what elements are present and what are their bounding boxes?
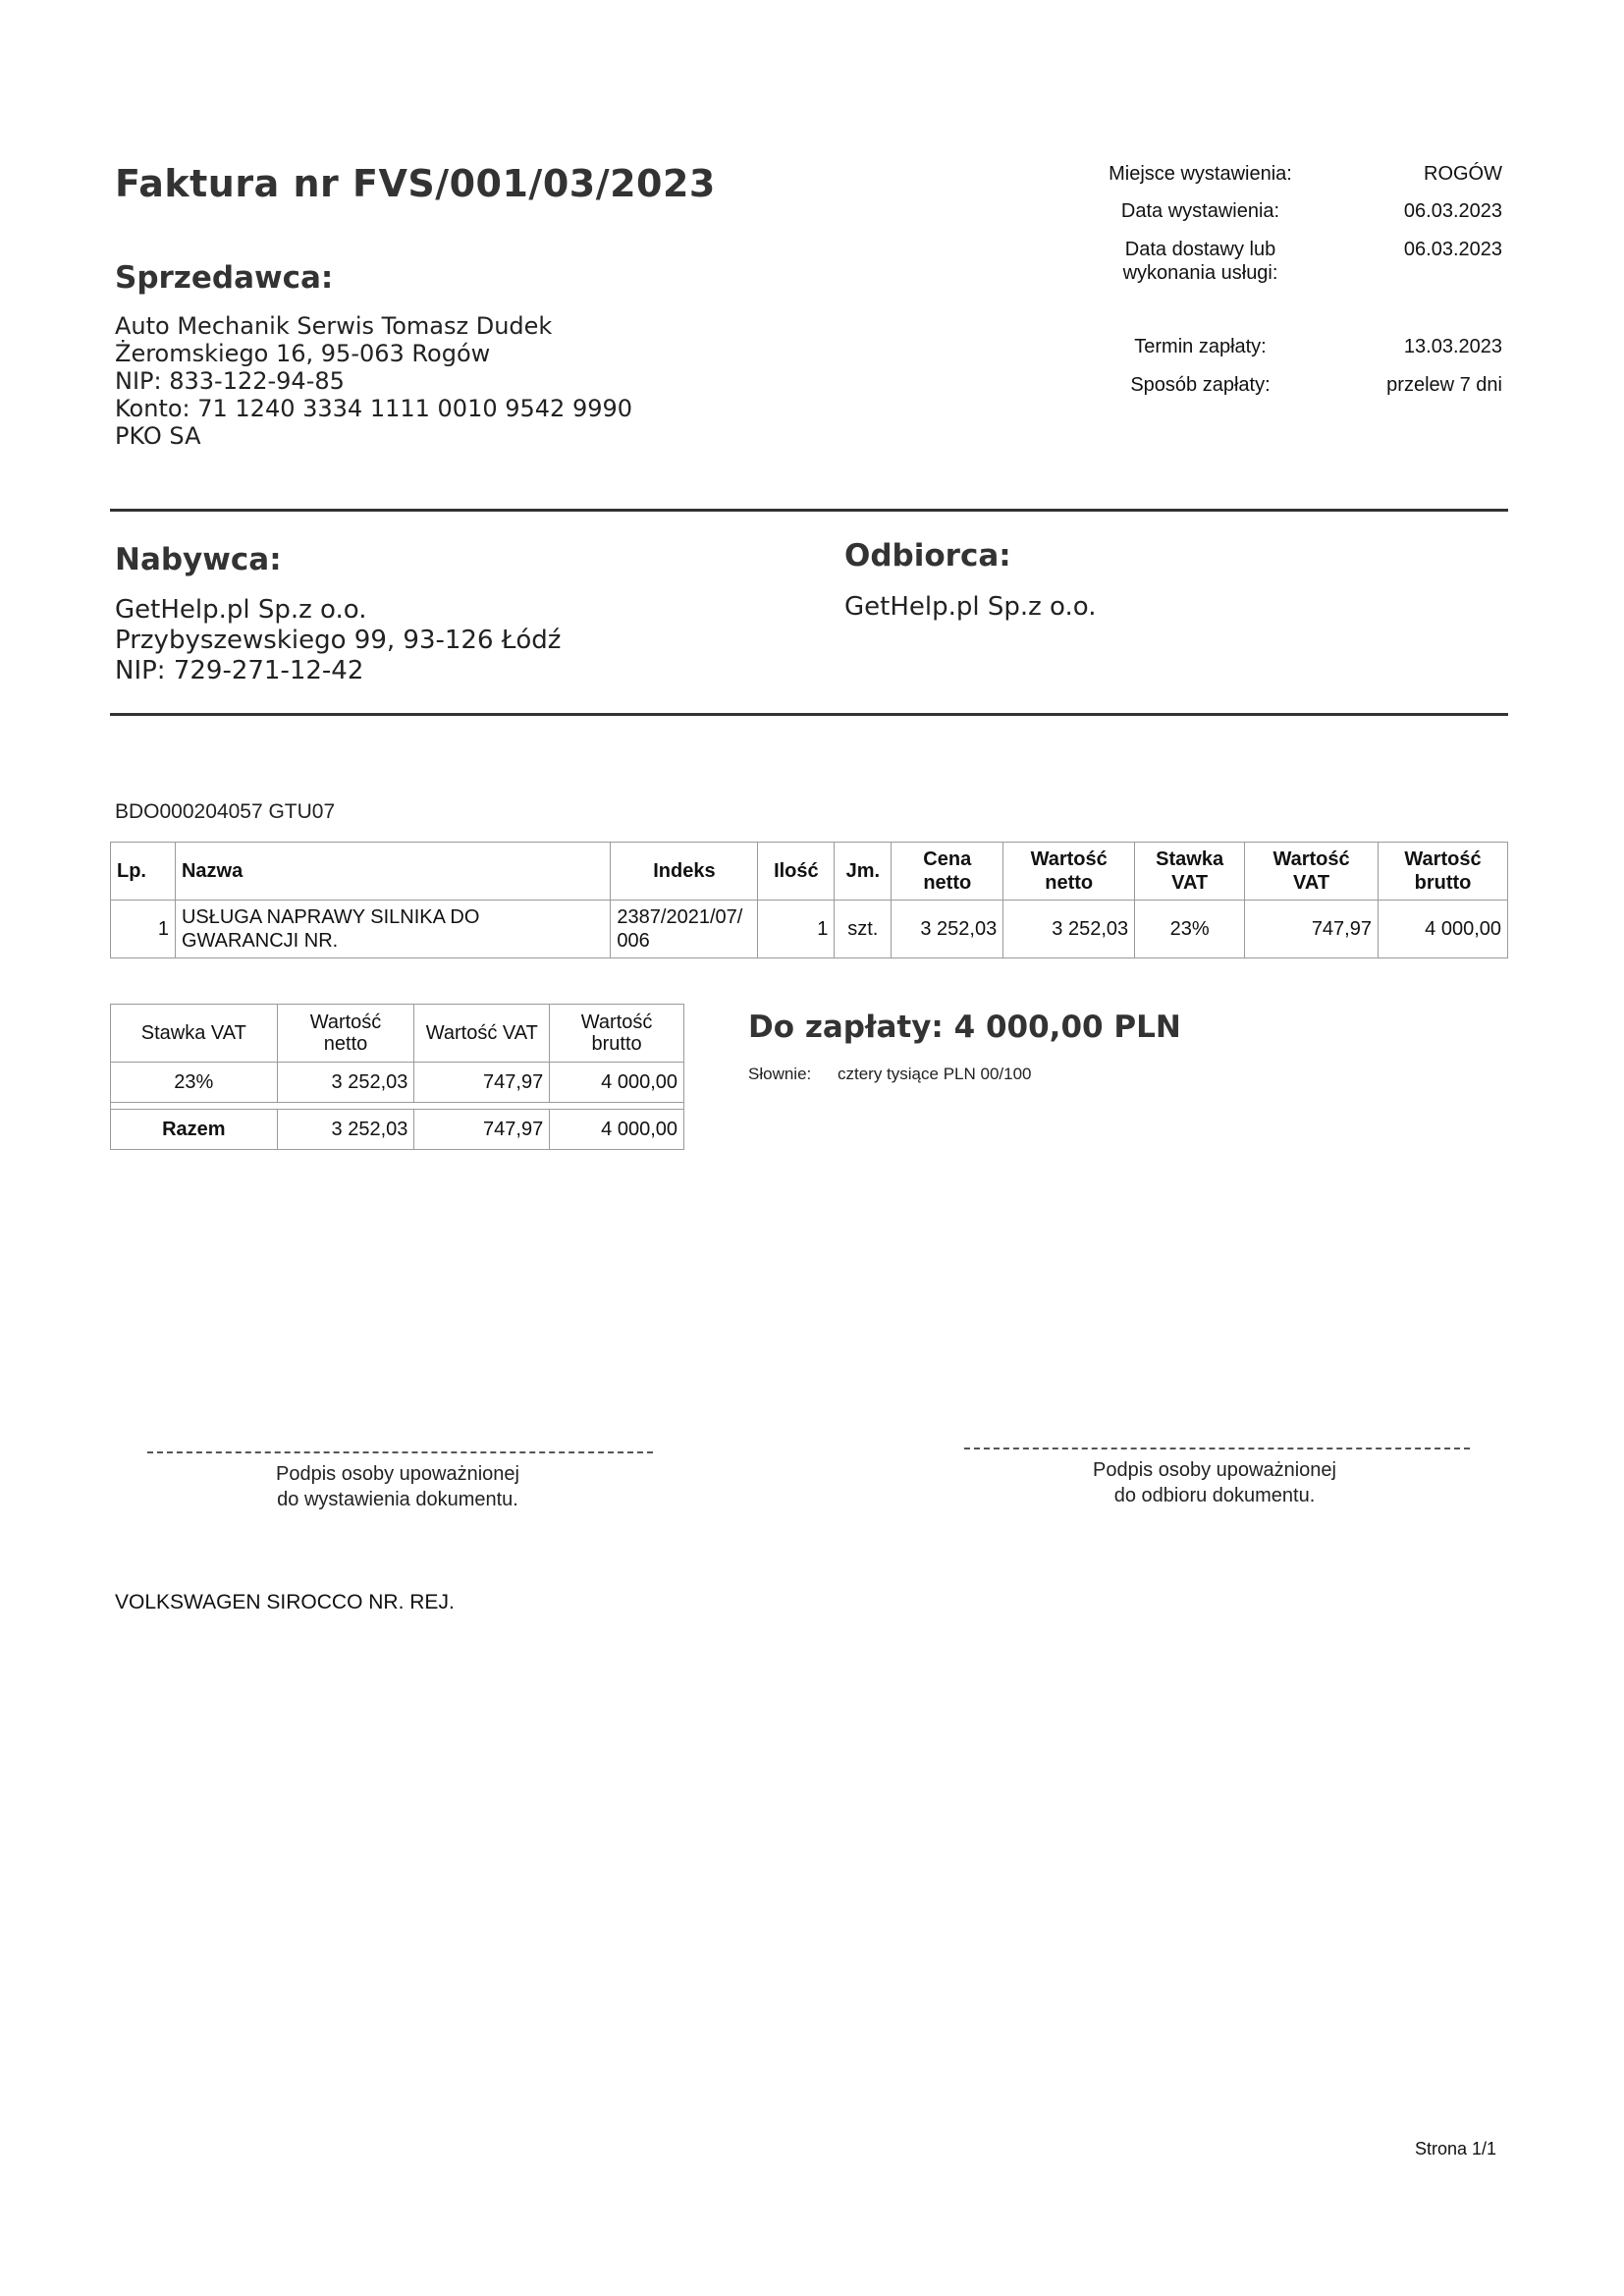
- delivery-date-label: [1080, 238, 1321, 285]
- col-st-line2: VAT: [1171, 872, 1209, 894]
- sum-cell-stawka: 23%: [111, 1063, 278, 1103]
- col-stawka-vat: [1135, 843, 1245, 901]
- col-nazwa: Nazwa: [175, 843, 610, 901]
- due-date-value: 13.03.2023: [1403, 336, 1502, 357]
- reference-code: BDO000204057 GTU07: [115, 800, 336, 823]
- delivery-date-value: 06.03.2023: [1403, 239, 1502, 260]
- payment-method-label: Sposób zapłaty:: [1130, 374, 1271, 396]
- seller-line: Żeromskiego 16, 95-063 Rogów: [115, 340, 491, 367]
- seller-line: Konto: 71 1240 3334 1111 0010 9542 9990: [115, 395, 633, 422]
- buyer-heading: Nabywca:: [115, 542, 282, 577]
- page-number: Strona 1/1: [1414, 2139, 1496, 2159]
- items-header-row: [111, 843, 1508, 901]
- sum-cell-brutto: 4 000,00: [550, 1063, 684, 1103]
- vehicle-note: VOLKSWAGEN SIROCCO NR. REJ.: [115, 1591, 455, 1613]
- sum-col-netto-line2: netto: [323, 1033, 368, 1055]
- seller-line: Auto Mechanik Serwis Tomasz Dudek: [115, 312, 553, 340]
- total-label: Razem: [111, 1110, 278, 1150]
- vat-summary-table: [110, 1004, 684, 1150]
- sum-cell-vat: 747,97: [414, 1063, 550, 1103]
- cell-nazwa-line2: GWARANCJI NR.: [181, 930, 339, 952]
- total-row: [111, 1110, 684, 1150]
- place-label: Miejsce wystawienia:: [1109, 163, 1292, 185]
- col-wv-line2: VAT: [1293, 872, 1330, 894]
- cell-lp: 1: [111, 901, 176, 958]
- vat-summary-header: [111, 1005, 684, 1063]
- recipient-line: GetHelp.pl Sp.z o.o.: [844, 592, 1097, 622]
- sum-col-brutto-line2: brutto: [591, 1033, 642, 1055]
- total-vat: 747,97: [414, 1110, 550, 1150]
- buyer-line: NIP: 729-271-12-42: [115, 656, 364, 685]
- signature-receiver: [1013, 1457, 1416, 1508]
- delivery-label-line2: wykonania usługi:: [1122, 262, 1278, 284]
- recipient-address: [844, 592, 1096, 623]
- cell-nazwa: [175, 901, 610, 958]
- delivery-label-line1: Data dostawy lub: [1124, 239, 1276, 260]
- cell-ilosc: 1: [758, 901, 835, 958]
- col-wv-line1: Wartość: [1272, 848, 1350, 870]
- amount-in-words: [748, 1065, 1031, 1084]
- signature-receiver-line1: Podpis osoby upoważnionej: [1093, 1459, 1336, 1481]
- col-wb-line2: brutto: [1414, 872, 1472, 894]
- seller-line: PKO SA: [115, 422, 201, 450]
- signature-line-receiver: [964, 1448, 1470, 1449]
- sum-cell-netto: 3 252,03: [277, 1063, 414, 1103]
- issue-date-label: Data wystawienia:: [1120, 200, 1280, 222]
- total-netto: 3 252,03: [277, 1110, 414, 1150]
- cell-cena-netto: 3 252,03: [892, 901, 1003, 958]
- signature-issuer-line1: Podpis osoby upoważnionej: [276, 1463, 519, 1485]
- col-wartosc-brutto: [1378, 843, 1507, 901]
- sum-col-brutto: [550, 1005, 684, 1063]
- items-table: [110, 842, 1508, 958]
- cell-wartosc-brutto: 4 000,00: [1378, 901, 1507, 958]
- recipient-heading: Odbiorca:: [844, 538, 1011, 574]
- due-date-label: Termin zapłaty:: [1134, 336, 1267, 357]
- sum-col-netto-line1: Wartość: [309, 1011, 382, 1033]
- seller-line: NIP: 833-122-94-85: [115, 367, 345, 395]
- col-indeks: Indeks: [611, 843, 758, 901]
- col-cena-netto: [892, 843, 1003, 901]
- buyer-line: GetHelp.pl Sp.z o.o.: [115, 595, 367, 625]
- col-st-line1: Stawka: [1156, 848, 1224, 870]
- signature-receiver-line2: do odbioru dokumentu.: [1113, 1485, 1316, 1506]
- col-wn-line2: netto: [1045, 872, 1094, 894]
- signature-issuer-line2: do wystawienia dokumentu.: [277, 1489, 518, 1510]
- cell-nazwa-line1: USŁUGA NAPRAWY SILNIKA DO: [181, 906, 480, 928]
- col-cena-line2: netto: [923, 872, 972, 894]
- seller-address: [115, 312, 632, 450]
- buyer-line: Przybyszewskiego 99, 93-126 Łódź: [115, 626, 562, 655]
- col-cena-line1: Cena: [923, 848, 972, 870]
- buyer-address: [115, 595, 561, 686]
- spacer-cell: [111, 1103, 684, 1110]
- col-wartosc-vat: [1245, 843, 1379, 901]
- col-jm: Jm.: [835, 843, 892, 901]
- cell-indeks-line1: 2387/2021/07/: [617, 906, 743, 928]
- words-label: Słownie:: [748, 1065, 812, 1083]
- col-wb-line1: Wartość: [1404, 848, 1482, 870]
- sum-col-netto: [277, 1005, 414, 1063]
- divider: [110, 713, 1508, 716]
- sum-col-stawka: Stawka VAT: [111, 1005, 278, 1063]
- col-ilosc: Ilość: [758, 843, 835, 901]
- signature-issuer: [196, 1461, 599, 1512]
- signature-line-issuer: [147, 1451, 653, 1453]
- amount-to-pay: Do zapłaty: 4 000,00 PLN: [748, 1010, 1181, 1045]
- table-row: [111, 901, 1508, 958]
- invoice-title: Faktura nr FVS/001/03/2023: [115, 162, 716, 205]
- divider: [110, 509, 1508, 512]
- place-value: ROGÓW: [1424, 163, 1502, 185]
- cell-wartosc-vat: 747,97: [1245, 901, 1379, 958]
- sum-col-brutto-line1: Wartość: [580, 1011, 653, 1033]
- sum-col-vat: Wartość VAT: [414, 1005, 550, 1063]
- cell-stawka-vat: 23%: [1135, 901, 1245, 958]
- col-lp: Lp.: [111, 843, 176, 901]
- col-wartosc-netto: [1003, 843, 1135, 901]
- col-wn-line1: Wartość: [1030, 848, 1108, 870]
- payment-method-value: przelew 7 dni: [1386, 374, 1502, 396]
- cell-indeks-line2: 006: [617, 930, 650, 952]
- issue-date-value: 06.03.2023: [1403, 200, 1502, 222]
- words-value: cztery tysiące PLN 00/100: [838, 1065, 1032, 1083]
- table-row: [111, 1063, 684, 1103]
- cell-indeks: [611, 901, 758, 958]
- total-brutto: 4 000,00: [550, 1110, 684, 1150]
- cell-jm: szt.: [835, 901, 892, 958]
- seller-heading: Sprzedawca:: [115, 260, 334, 296]
- spacer-row: [111, 1103, 684, 1110]
- cell-wartosc-netto: 3 252,03: [1003, 901, 1135, 958]
